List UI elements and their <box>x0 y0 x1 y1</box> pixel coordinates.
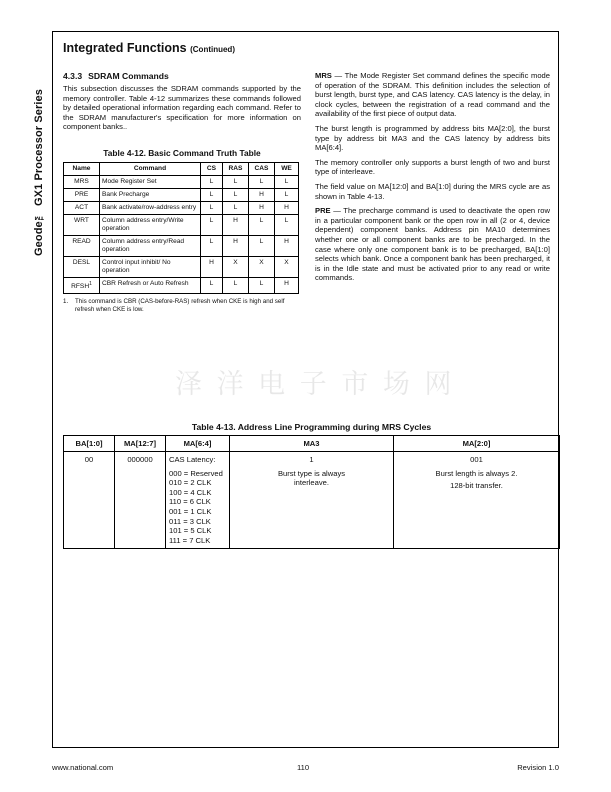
cell-ras: L <box>223 277 249 293</box>
cell-cs: L <box>201 188 223 201</box>
col-header-we: WE <box>275 162 299 175</box>
section-intro: This subsection discusses the SDRAM commands supported by the memory controller. Table 4-12 summarizes these commands followed by detailed operational information regarding each command. Refer to the SDRAM manufacturer's specification for more information on component banks.. <box>63 84 301 132</box>
support-paragraph: The memory controller only supports a burst length of two and burst type of interleave. <box>315 157 550 177</box>
cell-we: H <box>275 201 299 214</box>
cell-ras: L <box>223 201 249 214</box>
section-number: 4.3.3 <box>63 71 83 81</box>
col-header-ba: BA[1:0] <box>64 436 115 452</box>
cell-name: MRS <box>64 175 100 188</box>
cell-ras: H <box>223 214 249 235</box>
cell-cas: L <box>249 235 275 256</box>
cell-we: L <box>275 214 299 235</box>
cell-cs: L <box>201 201 223 214</box>
left-column <box>63 71 301 313</box>
cell-ma3 <box>230 452 394 549</box>
table12-caption: Table 4-12. Basic Command Truth Table <box>103 147 261 158</box>
cell-ras: X <box>223 256 249 277</box>
cas-latency-title: CAS Latency: <box>169 455 216 464</box>
table-row <box>64 175 299 188</box>
cell-name: WRT <box>64 214 100 235</box>
cell-we: L <box>275 175 299 188</box>
cell-command: Column address entry/Write operation <box>100 214 201 235</box>
cell-command: Bank Precharge <box>100 188 201 201</box>
ma2-text1: Burst length is always 2. <box>435 468 518 478</box>
table-row <box>64 235 299 256</box>
cell-we: X <box>275 256 299 277</box>
cas-line: 110 = 6 CLK <box>169 497 211 507</box>
mrs-text: — The Mode Register Set command defines the specific mode of operation of the SDRAM. This definition includes the selection of burst length, burst type, and CAS latency. CAS latency is the delay, in clock cycles, between the registration of a read command and the availability of the first piece of output data. <box>315 71 550 119</box>
ma3-text: Burst type is always interleave. <box>277 468 346 488</box>
address-line-table <box>63 435 560 549</box>
cas-line: 011 = 3 CLK <box>169 516 211 526</box>
cas-line: 101 = 5 CLK <box>169 526 212 536</box>
table-row <box>64 277 299 293</box>
table-row <box>64 452 560 549</box>
cell-cs: H <box>201 256 223 277</box>
col-header-cas: CAS <box>249 162 275 175</box>
ma2-text2: 128-bit transfer. <box>450 481 503 491</box>
cell-name: READ <box>64 235 100 256</box>
burst-paragraph: The burst length is programmed by address bits MA[2:0], the burst type by address bit MA3 and the CAS latency by address bits MA[6:4]. <box>315 123 550 153</box>
cell-name: ACT <box>64 201 100 214</box>
cell-we: L <box>275 188 299 201</box>
col-header-command: Command <box>100 162 201 175</box>
cell-we: H <box>275 277 299 293</box>
cell-ras: L <box>223 188 249 201</box>
cell-cas: L <box>249 214 275 235</box>
footnote-text: This command is CBR (CAS-before-RAS) refresh when CKE is high and self refresh when CKE is low. <box>75 298 285 313</box>
cas-line: 001 = 1 CLK <box>169 506 212 516</box>
footnote-number: 1. <box>63 298 69 306</box>
cell-command: CBR Refresh or Auto Refresh <box>100 277 201 293</box>
cell-name: PRE <box>64 188 100 201</box>
cell-ma12-7: 000000 <box>115 452 166 549</box>
cell-cs: L <box>201 214 223 235</box>
cell-name: DESL <box>64 256 100 277</box>
col-header-ma6-4: MA[6:4] <box>166 436 230 452</box>
cell-we: H <box>275 235 299 256</box>
ma3-value: 1 <box>309 455 314 464</box>
cas-line: 100 = 4 CLK <box>169 487 212 497</box>
footer-revision: Revision 1.0 <box>517 763 559 772</box>
footer-page-number: 110 <box>297 763 310 772</box>
side-title: Geode™ GX1 Processor Series <box>33 89 45 256</box>
cell-ma2-0 <box>394 452 560 549</box>
command-truth-table <box>63 162 299 294</box>
page-header <box>63 41 235 55</box>
section-heading <box>63 71 301 81</box>
table-row <box>64 201 299 214</box>
pre-paragraph <box>315 206 550 283</box>
cell-command: Control input inhibit/ No operation <box>100 256 201 277</box>
cell-ras: H <box>223 235 249 256</box>
pre-label: PRE <box>315 206 331 216</box>
table12-footnote <box>63 298 301 313</box>
cell-name-text: RFSH <box>71 283 90 291</box>
col-header-ma2-0: MA[2:0] <box>394 436 560 452</box>
cell-cs: L <box>201 235 223 256</box>
cell-cs: L <box>201 175 223 188</box>
right-column <box>315 71 550 288</box>
field-value-paragraph: The field value on MA[12:0] and BA[1:0] during the MRS cycle are as shown in Table 4-13. <box>315 181 550 201</box>
cas-line: 000 = Reserved <box>169 468 223 478</box>
cas-line: 111 = 7 CLK <box>169 535 211 545</box>
cell-command: Bank activate/row-address entry <box>100 201 201 214</box>
mrs-paragraph <box>315 71 550 119</box>
footnote-marker: 1 <box>89 280 92 287</box>
col-header-cs: CS <box>201 162 223 175</box>
cell-name <box>64 277 100 293</box>
mrs-label: MRS <box>315 71 332 80</box>
col-header-name: Name <box>64 162 100 175</box>
table-header-row <box>64 436 560 452</box>
cas-line: 010 = 2 CLK <box>169 478 212 488</box>
cell-command: Column address entry/Read operation <box>100 235 201 256</box>
cell-ma6-4 <box>166 452 230 549</box>
table-row <box>64 214 299 235</box>
table13-caption: Table 4-13. Address Line Programming during MRS Cycles <box>191 422 432 432</box>
header-continued: (Continued) <box>190 45 235 54</box>
cell-cs: L <box>201 277 223 293</box>
watermark: 泽 洋 电 子 市 场 网 <box>175 369 455 400</box>
section-title: SDRAM Commands <box>88 71 169 81</box>
table-row <box>64 188 299 201</box>
ma2-value: 001 <box>470 455 483 464</box>
cell-cas: H <box>249 201 275 214</box>
col-header-ras: RAS <box>223 162 249 175</box>
pre-text: — The precharge command is used to deactivate the open row in a particular component bank or the open row in all (2 or 4, device dependent) component banks. Address pin MA10 determines whether one or all component banks are to be precharged. In the case where only one component bank is to be precharged, BA[1:0] selects which bank. Once a component bank has been precharged, it is in the Idle state and must be activated prior to any read or write commands. <box>315 206 550 283</box>
table-row <box>64 256 299 277</box>
table-header-row <box>64 162 299 175</box>
cell-command: Mode Register Set <box>100 175 201 188</box>
cell-cas: L <box>249 175 275 188</box>
cell-ras: L <box>223 175 249 188</box>
header-title: Integrated Functions <box>63 41 187 55</box>
col-header-ma12-7: MA[12:7] <box>115 436 166 452</box>
footer-url[interactable]: www.national.com <box>52 763 114 772</box>
cell-cas: L <box>249 277 275 293</box>
col-header-ma3: MA3 <box>230 436 394 452</box>
cell-ba: 00 <box>64 452 115 549</box>
cell-cas: X <box>249 256 275 277</box>
cell-cas: H <box>249 188 275 201</box>
